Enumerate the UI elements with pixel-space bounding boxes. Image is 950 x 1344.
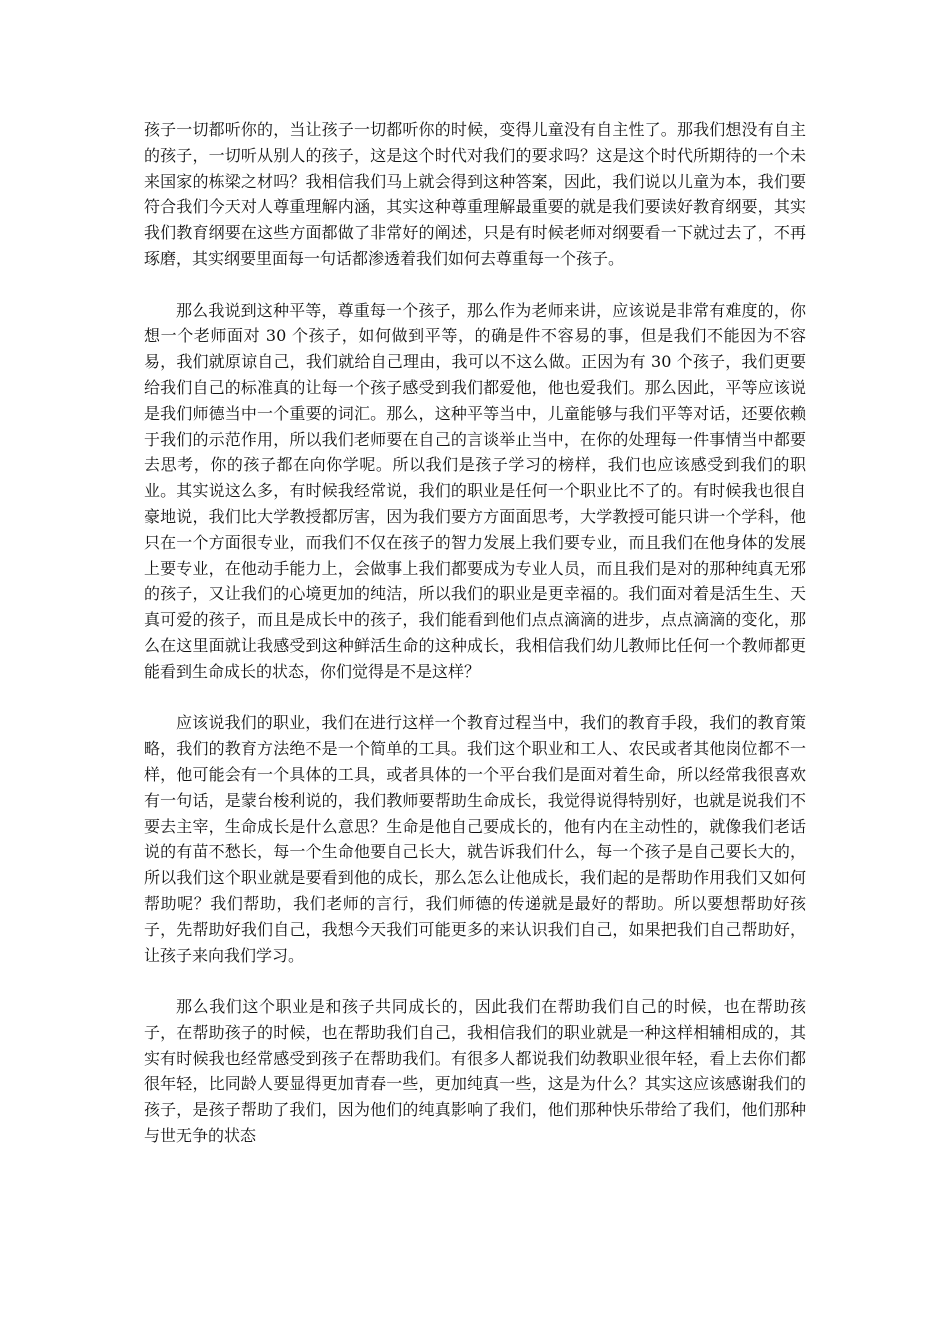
document-page [144, 117, 806, 1175]
paragraph-4: 那么我们这个职业是和孩子共同成长的，因此我们在帮助我们自己的时候，也在帮助孩子，在帮助孩子的时候，也在帮助我们自己，我相信我们的职业就是一种这样相辅相成的，其实有时候我也经常感受到孩子在帮助我们。有很多人都说我们幼教职业很年轻，看上去你们都很年轻，比同龄人要显得更加青春一些，更加纯真一些，这是为什么？其实这应该感谢我们的孩子，是孩子帮助了我们，因为他们的纯真影响了我们，他们那种快乐带给了我们，他们那种与世无争的状态 [144, 997, 806, 1146]
paragraph-2: 那么我说到这种平等，尊重每一个孩子，那么作为老师来讲，应该说是非常有难度的，你想一个老师面对 30 个孩子，如何做到平等，的确是件不容易的事，但是我们不能因为不容易，我们就原谅自己，我们就给自己理由，我可以不这么做。正因为有 30 个孩子，我们更要给我们自己的标准真的让每一个孩子感受到我们都爱他，他也爱我们。那么因此，平等应该说是我们师德当中一个重要的词汇。那么，这种平等当中，儿童能够与我们平等对话，还要依赖于我们的示范作用，所以我们老师要在自己的言谈举止当中，在你的处理每一件事情当中都要去思考，你的孩子都在向你学呢。所以我们是孩子学习的榜样，我们也应该感受到我们的职业。其实说这么多，有时候我经常说，我们的职业是任何一个职业比不了的。有时候我也很自豪地说，我们比大学教授都厉害，因为我们要方方面面思考，大学教授可能只讲一个学科，他只在一个方面很专业，而我们不仅在孩子的智力发展上我们要专业，而且我们在他身体的发展上要专业，在他动手能力上，会做事上我们都要成为专业人员，而且我们是对的那种纯真无邪的孩子，又让我们的心境更加的纯洁，所以我们的职业是更幸福的。我们面对着是活生生、天真可爱的孩子，而且是成长中的孩子，我们能看到他们点点滴滴的进步，点点滴滴的变化，那么在这里面就让我感受到这种鲜活生命的这种成长，我相信我们幼儿教师比任何一个教师都更能看到生命成长的状态，你们觉得是不是这样？ [144, 300, 806, 681]
paragraph-3: 应该说我们的职业，我们在进行这样一个教育过程当中，我们的教育手段，我们的教育策略，我们的教育方法绝不是一个简单的工具。我们这个职业和工人、农民或者其他岗位都不一样，他可能会有一个具体的工具，或者具体的一个平台我们是面对着生命，所以经常我很喜欢有一句话，是蒙台梭利说的，我们教师要帮助生命成长，我觉得说得特别好，也就是说我们不要去主宰，生命成长是什么意思？生命是他自己要成长的，他有内在主动性的，就像我们老话说的有苗不愁长，每一个生命他要自己长大，就告诉我们什么，每一个孩子是自己要长大的，所以我们这个职业就是要看到他的成长，那么怎么让他成长，我们起的是帮助作用我们又如何帮助呢？我们帮助，我们老师的言行，我们师德的传递就是最好的帮助。所以要想帮助好孩子，先帮助好我们自己，我想今天我们可能更多的来认识我们自己，如果把我们自己帮助好，让孩子来向我们学习。 [144, 713, 806, 965]
paragraph-1: 孩子一切都听你的，当让孩子一切都听你的时候，变得儿童没有自主性了。那我们想没有自主的孩子，一切听从别人的孩子，这是这个时代对我们的要求吗？这是这个时代所期待的一个未来国家的栋梁之材吗？我相信我们马上就会得到这种答案，因此，我们说以儿童为本，我们要符合我们今天对人尊重理解内涵，其实这种尊重理解最重要的就是我们要读好教育纲要，其实我们教育纲要在这些方面都做了非常好的阐述，只是有时候老师对纲要看一下就过去了，不再琢磨，其实纲要里面每一句话都渗透着我们如何去尊重每一个孩子。 [144, 120, 806, 268]
